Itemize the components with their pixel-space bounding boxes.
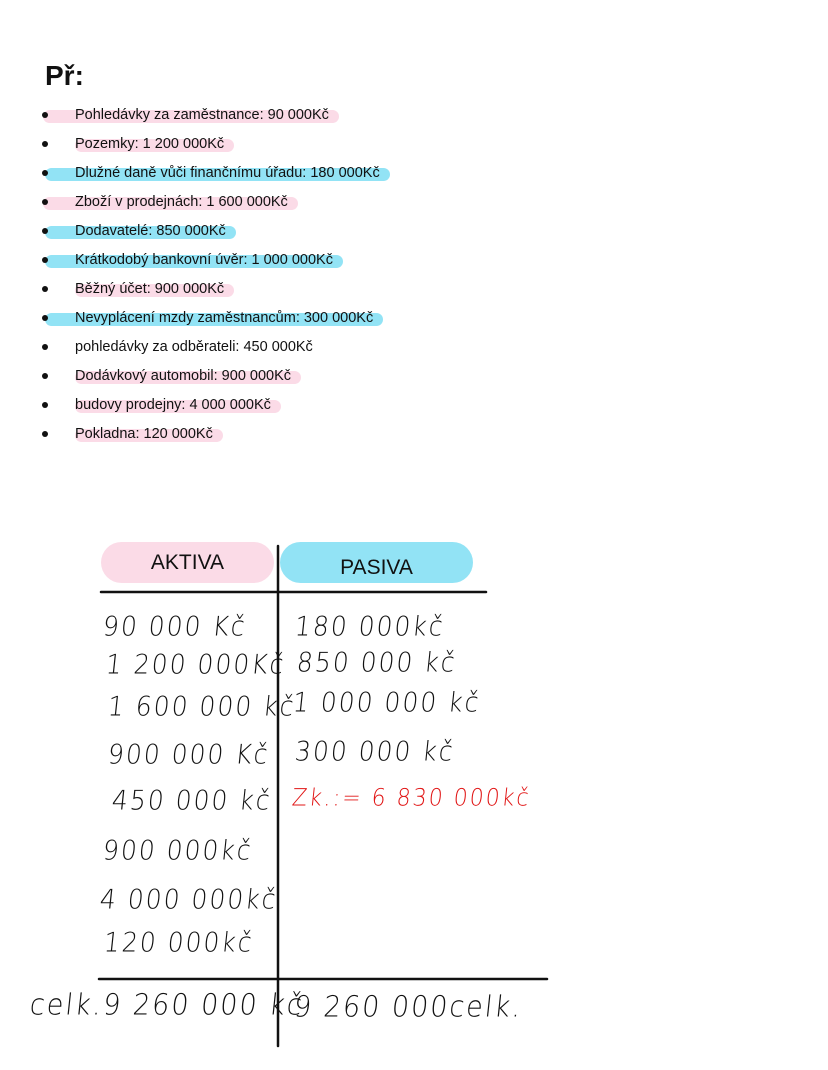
pasiva-header: PASIVA	[280, 542, 473, 583]
pasiva-total: 9 260 000celk.	[292, 990, 525, 1025]
aktiva-total: celk.9 260 000 kč	[28, 988, 306, 1023]
aktiva-value: 900 000 Kč	[106, 738, 272, 771]
list-item-text: Běžný účet: 900 000Kč	[75, 278, 232, 300]
list-item-text: Dlužné daně vůči finančnímu úřadu: 180 000Kč	[75, 162, 388, 184]
example-heading: Př:	[45, 60, 84, 91]
list-item-text: budovy prodejny: 4 000 000Kč	[75, 394, 279, 416]
list-item-text: Krátkodobý bankovní úvěr: 1 000 000Kč	[75, 249, 341, 271]
list-item-text: Dodavatelé: 850 000Kč	[75, 220, 234, 242]
aktiva-value: 1 600 000 kč	[106, 690, 298, 723]
aktiva-value: 120 000kč	[102, 926, 256, 959]
pasiva-value: 180 000kč	[293, 610, 447, 643]
list-item-text: Pokladna: 120 000Kč	[75, 423, 221, 445]
list-item-text: Pohledávky za zaměstnance: 90 000Kč	[75, 104, 337, 126]
aktiva-value: 1 200 000Kč	[104, 648, 288, 681]
list-item-text: Dodávkový automobil: 900 000Kč	[75, 365, 299, 387]
list-item-text: pohledávky za odběrateli: 450 000Kč	[75, 339, 313, 355]
pasiva-value: 850 000 kč	[295, 646, 459, 679]
list-item-text: Zboží v prodejnách: 1 600 000Kč	[75, 191, 296, 213]
list-item-text: Pozemky: 1 200 000Kč	[75, 133, 232, 155]
equity-value: Zk.:= 6 830 000kč	[290, 785, 532, 812]
pasiva-value: 1 000 000 kč	[291, 686, 483, 719]
aktiva-value: 90 000 Kč	[101, 610, 249, 643]
aktiva-value: 450 000 kč	[110, 784, 274, 817]
aktiva-value: 4 000 000kč	[98, 883, 280, 916]
aktiva-header: AKTIVA	[101, 542, 274, 583]
pasiva-value: 300 000 kč	[293, 735, 457, 768]
aktiva-value: 900 000kč	[101, 834, 255, 867]
list-item-text: Nevyplácení mzdy zaměstnancům: 300 000Kč	[75, 307, 381, 329]
